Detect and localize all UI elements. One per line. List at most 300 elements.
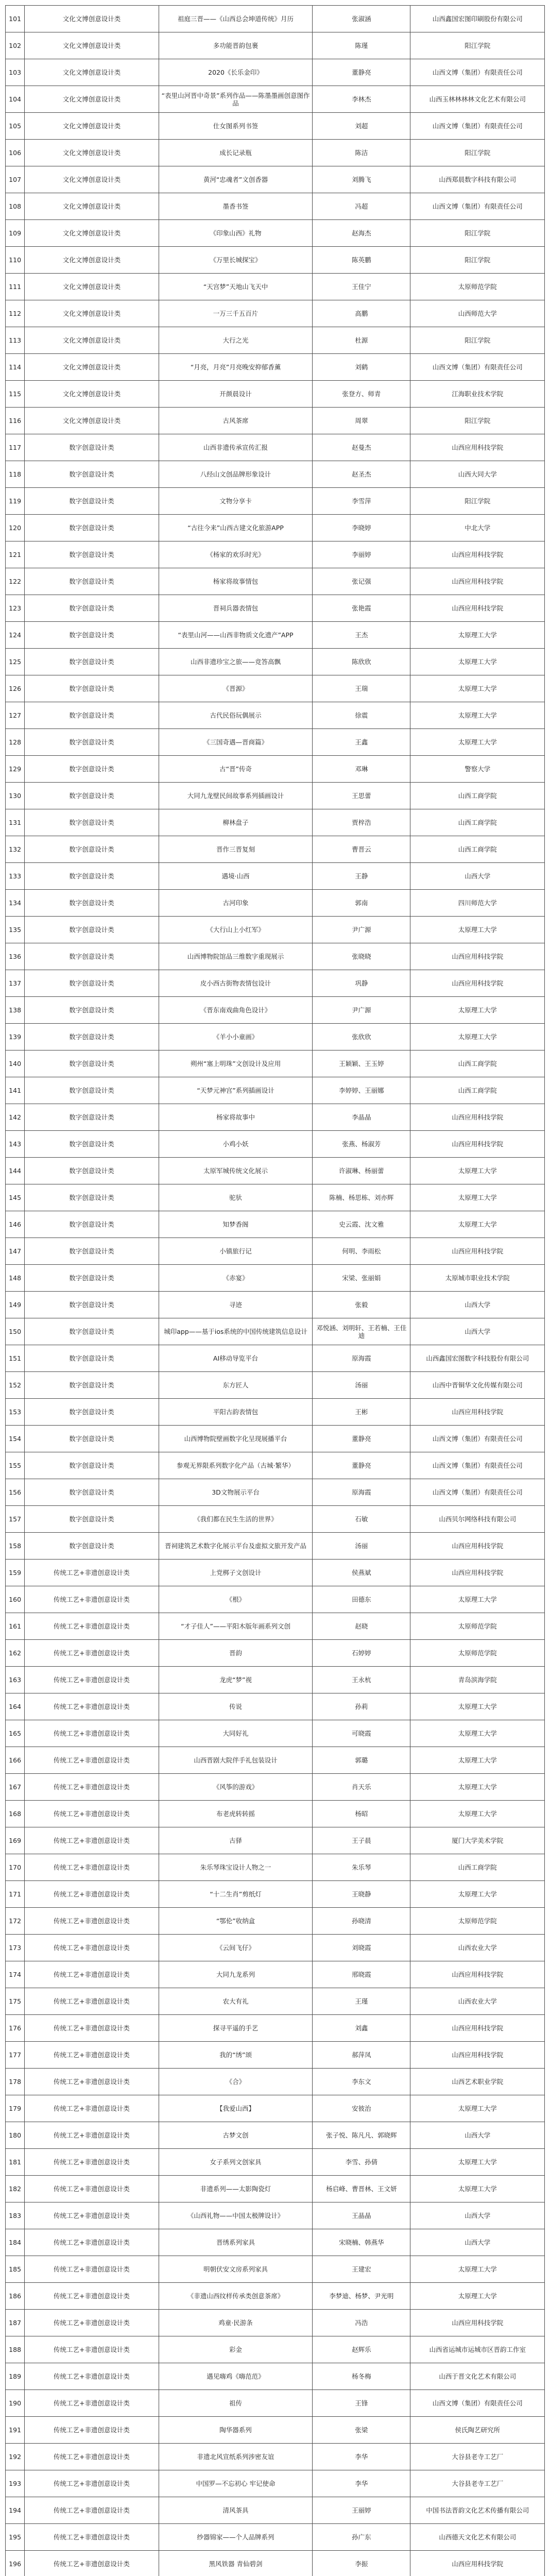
entry-category: 传统工艺+非遗创意设计类 (25, 2042, 159, 2069)
entry-organization: 山西农业大学 (410, 1988, 545, 2015)
entry-organization: 山西文博（集团）有限责任公司 (410, 354, 545, 381)
entry-category: 数字创意设计类 (25, 1238, 159, 1265)
entry-author: 肖天乐 (313, 1774, 410, 1801)
table-row (6, 836, 545, 863)
entry-organization: 山西大学 (410, 1292, 545, 1318)
entry-number: 128 (6, 729, 25, 756)
entry-organization: 太原理工大学 (410, 1801, 545, 1827)
entry-author: 张登方、师青 (313, 381, 410, 408)
entry-author: 朱乐琴 (313, 1854, 410, 1881)
table-row (6, 622, 545, 649)
entry-organization: 太原理工大学 (410, 1184, 545, 1211)
entry-title: 《三国奇遇—晋商篇》 (159, 729, 313, 756)
entry-number: 156 (6, 1479, 25, 1506)
entry-author: 王建宏 (313, 2256, 410, 2283)
entry-organization: 山西德天文化艺术有限公司 (410, 2524, 545, 2551)
table-row (6, 541, 545, 568)
entry-number: 184 (6, 2229, 25, 2256)
entry-author: 张晓晓 (313, 943, 410, 970)
entry-number: 129 (6, 756, 25, 783)
entry-title: 参观无界限系列数字化产品（古城·繁华） (159, 1452, 313, 1479)
table-row (6, 1050, 545, 1077)
entry-number: 178 (6, 2069, 25, 2095)
entry-number: 144 (6, 1158, 25, 1184)
entry-category: 传统工艺+非遗创意设计类 (25, 2149, 159, 2176)
table-row (6, 783, 545, 809)
entry-number: 155 (6, 1452, 25, 1479)
entry-category: 文化文博创意设计类 (25, 408, 159, 434)
entry-author: 张艳霞 (313, 595, 410, 622)
entry-number: 168 (6, 1801, 25, 1827)
entry-title: 非遗系列——太影陶瓷灯 (159, 2176, 313, 2202)
entry-category: 数字创意设计类 (25, 1104, 159, 1131)
entry-number: 165 (6, 1720, 25, 1747)
entry-title: 黑风铁器 青仙碧剑 (159, 2551, 313, 2576)
entry-number: 169 (6, 1827, 25, 1854)
entry-number: 105 (6, 113, 25, 140)
table-row (6, 863, 545, 890)
entry-category: 数字创意设计类 (25, 729, 159, 756)
entry-title: 寻迹 (159, 1292, 313, 1318)
entry-organization: 太原理工大学 (410, 1586, 545, 1613)
table-row (6, 1265, 545, 1292)
entry-title: 大行之光 (159, 327, 313, 354)
entry-category: 数字创意设计类 (25, 970, 159, 997)
entry-number: 179 (6, 2095, 25, 2122)
entry-category: 传统工艺+非遗创意设计类 (25, 2336, 159, 2363)
entry-category: 文化文博创意设计类 (25, 300, 159, 327)
entry-author: 王瑾 (313, 1988, 410, 2015)
entry-author: 王永杭 (313, 1667, 410, 1693)
entry-organization: 山西玉林林林林文化艺术有限公司 (410, 86, 545, 113)
entry-organization: 山西大同大学 (410, 461, 545, 488)
entry-title: “表里山河晋中奇景”系列作品——陈墨墨画创意图作品 (159, 86, 313, 113)
entry-number: 159 (6, 1560, 25, 1586)
entry-organization: 山西应用科技学院 (410, 1961, 545, 1988)
entry-author: 郭璐 (313, 1747, 410, 1774)
table-row (6, 917, 545, 943)
entry-title: 《我们都在民生生活的世界》 (159, 1506, 313, 1533)
entry-organization: 太原师范学院 (410, 1613, 545, 1640)
table-row (6, 1640, 545, 1667)
entry-category: 数字创意设计类 (25, 622, 159, 649)
entry-author: 陈欣欣 (313, 649, 410, 675)
entry-organization: 太原理工大学 (410, 675, 545, 702)
entry-category: 数字创意设计类 (25, 675, 159, 702)
entry-number: 106 (6, 140, 25, 166)
entry-organization: 太原理工大学 (410, 1774, 545, 1801)
entry-category: 数字创意设计类 (25, 595, 159, 622)
entry-organization: 山西艺术职业学院 (410, 2069, 545, 2095)
table-row (6, 354, 545, 381)
entry-title: 《晋源》 (159, 675, 313, 702)
entry-organization: 青岛滨海学院 (410, 1667, 545, 1693)
entry-title: 农大有礼 (159, 1988, 313, 2015)
entry-author: 王锋 (313, 2390, 410, 2417)
entry-organization: 山西大学 (410, 2122, 545, 2149)
entry-title: 小鸡小妖 (159, 1131, 313, 1158)
entry-title: 《杨家的欢乐时光》 (159, 541, 313, 568)
entry-organization: 阳江学院 (410, 488, 545, 515)
entry-author: 赵圣杰 (313, 461, 410, 488)
entry-category: 传统工艺+非遗创意设计类 (25, 1667, 159, 1693)
entry-organization: 山西郑晨数字科技有限公司 (410, 166, 545, 193)
entry-title: 平阳古韵表情包 (159, 1399, 313, 1426)
entry-author: 张梁 (313, 2417, 410, 2444)
entry-author: 杜源 (313, 327, 410, 354)
table-row (6, 2310, 545, 2336)
entry-title: 2020《长乐金印》 (159, 59, 313, 86)
entry-number: 173 (6, 1935, 25, 1961)
entry-category: 数字创意设计类 (25, 1131, 159, 1158)
table-row (6, 1506, 545, 1533)
entry-title: 八经山文创品牌形象设计 (159, 461, 313, 488)
entry-category: 数字创意设计类 (25, 1372, 159, 1399)
entry-category: 传统工艺+非遗创意设计类 (25, 2390, 159, 2417)
entry-author: 郝萍凤 (313, 2042, 410, 2069)
entry-organization: 太原师范学院 (410, 1640, 545, 1667)
table-row (6, 595, 545, 622)
entry-organization: 太原理工大学 (410, 1211, 545, 1238)
table-row (6, 381, 545, 408)
entry-organization: 太原理工大学 (410, 2283, 545, 2310)
entry-number: 154 (6, 1426, 25, 1452)
entry-category: 传统工艺+非遗创意设计类 (25, 2256, 159, 2283)
entry-number: 114 (6, 354, 25, 381)
entry-category: 数字创意设计类 (25, 1211, 159, 1238)
entry-author: 李雪、孙倩 (313, 2149, 410, 2176)
table-row (6, 890, 545, 917)
entry-number: 187 (6, 2310, 25, 2336)
entry-title: 开颜晨设计 (159, 381, 313, 408)
entry-organization: 山西鑫国宏图数字科技股份有限公司 (410, 1345, 545, 1372)
entry-number: 130 (6, 783, 25, 809)
entry-number: 160 (6, 1586, 25, 1613)
entry-organization: 太原师范学院 (410, 1908, 545, 1935)
entry-organization: 太原师范学院 (410, 274, 545, 300)
entry-number: 196 (6, 2551, 25, 2576)
table-row (6, 1854, 545, 1881)
entry-number: 161 (6, 1613, 25, 1640)
entry-title: 晋韵 (159, 1640, 313, 1667)
entry-category: 传统工艺+非遗创意设计类 (25, 1854, 159, 1881)
entry-category: 文化文博创意设计类 (25, 113, 159, 140)
entry-organization: 太原理工大学 (410, 1024, 545, 1050)
table-row (6, 1452, 545, 1479)
entry-number: 151 (6, 1345, 25, 1372)
entry-category: 数字创意设计类 (25, 1452, 159, 1479)
entry-number: 131 (6, 809, 25, 836)
entry-organization: 山西于晋文化艺术有限公司 (410, 2363, 545, 2390)
entry-author: 尹广源 (313, 917, 410, 943)
entry-number: 133 (6, 863, 25, 890)
entry-title: 《根》 (159, 1586, 313, 1613)
entry-organization: 厦门大学美术学院 (410, 1827, 545, 1854)
entry-category: 传统工艺+非遗创意设计类 (25, 1961, 159, 1988)
entry-number: 134 (6, 890, 25, 917)
entry-title: 知梦香阁 (159, 1211, 313, 1238)
entry-author: 张燕、杨淑芳 (313, 1131, 410, 1158)
entry-organization: 警察大学 (410, 756, 545, 783)
entry-category: 数字创意设计类 (25, 1024, 159, 1050)
entry-title: “月亮，月亮”月亮晚安抑郁香薰 (159, 354, 313, 381)
entry-number: 108 (6, 193, 25, 220)
table-row (6, 1131, 545, 1158)
entry-category: 传统工艺+非遗创意设计类 (25, 2444, 159, 2470)
entry-title: “十二生肖”剪纸灯 (159, 1881, 313, 1908)
entry-title: 中国罗—不忘初心 牢记使命 (159, 2470, 313, 2497)
entry-author: 可晓霞 (313, 1720, 410, 1747)
entry-number: 157 (6, 1506, 25, 1533)
entry-organization: 山西省运城市运城市区晋韵工作室 (410, 2336, 545, 2363)
table-row (6, 59, 545, 86)
entry-number: 177 (6, 2042, 25, 2069)
entry-organization: 山西农业大学 (410, 1935, 545, 1961)
entry-number: 192 (6, 2444, 25, 2470)
entry-category: 传统工艺+非遗创意设计类 (25, 1693, 159, 1720)
entry-category: 数字创意设计类 (25, 1292, 159, 1318)
entries-table (5, 5, 545, 2576)
table-row (6, 1613, 545, 1640)
entry-organization: 山西应用科技学院 (410, 1560, 545, 1586)
entry-category: 传统工艺+非遗创意设计类 (25, 2015, 159, 2042)
entry-number: 132 (6, 836, 25, 863)
entry-title: 《羊小小童画》 (159, 1024, 313, 1050)
entry-category: 数字创意设计类 (25, 1533, 159, 1560)
table-row (6, 193, 545, 220)
entry-number: 115 (6, 381, 25, 408)
entry-organization: 太原理工大学 (410, 2149, 545, 2176)
entry-category: 文化文博创意设计类 (25, 166, 159, 193)
entry-author: 张子悦、陈凡凡、郭晓辉 (313, 2122, 410, 2149)
entry-author: 原海霞 (313, 1479, 410, 1506)
entry-author: 曹晋云 (313, 836, 410, 863)
entry-author: 宋晓楠、韩燕华 (313, 2229, 410, 2256)
entry-title: “鄂伦”收纳盒 (159, 1908, 313, 1935)
entry-category: 传统工艺+非遗创意设计类 (25, 2551, 159, 2576)
table-row (6, 300, 545, 327)
entry-number: 127 (6, 702, 25, 729)
entry-author: 李婷婷、王丽娜 (313, 1077, 410, 1104)
entry-author: 王颖颖、王玉婷 (313, 1050, 410, 1077)
entry-number: 137 (6, 970, 25, 997)
entry-category: 文化文博创意设计类 (25, 327, 159, 354)
table-row (6, 140, 545, 166)
entry-category: 传统工艺+非遗创意设计类 (25, 1774, 159, 1801)
entry-title: 山西晋剧大院伴手礼包装设计 (159, 1747, 313, 1774)
entry-author: 许淑琳、杨丽蕾 (313, 1158, 410, 1184)
entry-category: 文化文博创意设计类 (25, 6, 159, 32)
entry-author: 冯浩 (313, 2310, 410, 2336)
entry-title: “天宫梦”天地山飞天中 (159, 274, 313, 300)
entry-organization: 山西文博（集团）有限责任公司 (410, 2390, 545, 2417)
entry-title: 祖传 (159, 2390, 313, 2417)
table-row (6, 2470, 545, 2497)
entry-category: 传统工艺+非遗创意设计类 (25, 2202, 159, 2229)
entry-number: 153 (6, 1399, 25, 1426)
entry-number: 149 (6, 1292, 25, 1318)
entry-title: 山西博物院壁画数字化呈现展播平台 (159, 1426, 313, 1452)
table-row (6, 1318, 545, 1345)
entry-author: 巩静 (313, 970, 410, 997)
entry-title: 古驿 (159, 1827, 313, 1854)
entry-number: 190 (6, 2390, 25, 2417)
entry-category: 传统工艺+非遗创意设计类 (25, 1613, 159, 1640)
entry-title: 杨家将故事情包 (159, 568, 313, 595)
table-row (6, 408, 545, 434)
entry-category: 传统工艺+非遗创意设计类 (25, 2176, 159, 2202)
entry-organization: 太原城市职业技术学院 (410, 1265, 545, 1292)
entry-number: 186 (6, 2283, 25, 2310)
table-row (6, 1560, 545, 1586)
entry-organization: 山西文博（集团）有限责任公司 (410, 1426, 545, 1452)
entry-organization: 山西应用科技学院 (410, 1533, 545, 1560)
entry-title: “古往今来”山西古建文化旅游APP (159, 515, 313, 541)
entry-organization: 山西应用科技学院 (410, 434, 545, 461)
table-row (6, 2149, 545, 2176)
table-row (6, 1292, 545, 1318)
entry-title: 龙虎“梦”视 (159, 1667, 313, 1693)
entry-category: 数字创意设计类 (25, 649, 159, 675)
table-row (6, 1586, 545, 1613)
entry-author: 石敏 (313, 1506, 410, 1533)
entry-organization: 山西鑫国宏图印刷股份有限公司 (410, 6, 545, 32)
table-row (6, 1184, 545, 1211)
table-row (6, 1077, 545, 1104)
entry-title: 古河印象 (159, 890, 313, 917)
table-row (6, 2390, 545, 2417)
entry-number: 123 (6, 595, 25, 622)
entry-author: 李晓婷 (313, 515, 410, 541)
entry-organization: 山西应用科技学院 (410, 943, 545, 970)
entry-organization: 大谷县老寺工艺厂 (410, 2470, 545, 2497)
entry-category: 数字创意设计类 (25, 1345, 159, 1372)
table-row (6, 2283, 545, 2310)
entry-category: 文化文博创意设计类 (25, 193, 159, 220)
entry-title: 我的“绣”颂 (159, 2042, 313, 2069)
entry-number: 126 (6, 675, 25, 702)
entry-category: 文化文博创意设计类 (25, 381, 159, 408)
entry-title: 仕女图系列书签 (159, 113, 313, 140)
entry-number: 112 (6, 300, 25, 327)
table-row (6, 6, 545, 32)
entry-number: 101 (6, 6, 25, 32)
entry-author: 陈楠、杨思栋、刘亦辉 (313, 1184, 410, 1211)
entry-author: 刘鹤 (313, 354, 410, 381)
entry-number: 104 (6, 86, 25, 113)
entry-category: 传统工艺+非遗创意设计类 (25, 2470, 159, 2497)
entry-author: 王子晨 (313, 1827, 410, 1854)
table-row (6, 1238, 545, 1265)
entry-category: 传统工艺+非遗创意设计类 (25, 2095, 159, 2122)
entry-author: 刘腾飞 (313, 166, 410, 193)
table-row (6, 649, 545, 675)
entry-number: 162 (6, 1640, 25, 1667)
entry-number: 102 (6, 32, 25, 59)
table-row (6, 220, 545, 247)
table-row (6, 2042, 545, 2069)
entry-organization: 山西工商学院 (410, 1077, 545, 1104)
entry-number: 122 (6, 568, 25, 595)
entry-title: 小镇旅行记 (159, 1238, 313, 1265)
entry-author: 杨昭 (313, 1801, 410, 1827)
table-row (6, 1693, 545, 1720)
entry-organization: 太原理工大学 (410, 2095, 545, 2122)
entry-category: 数字创意设计类 (25, 1050, 159, 1077)
entry-title: 古代民俗玩偶展示 (159, 702, 313, 729)
entry-number: 193 (6, 2470, 25, 2497)
entry-category: 传统工艺+非遗创意设计类 (25, 1586, 159, 1613)
entry-organization: 山西工商学院 (410, 1050, 545, 1077)
entry-category: 传统工艺+非遗创意设计类 (25, 1881, 159, 1908)
entry-author: 杨启峰、曹晋林、王文妍 (313, 2176, 410, 2202)
table-row (6, 2444, 545, 2470)
entry-organization: 阳江学院 (410, 220, 545, 247)
entry-author: 董静亮 (313, 1452, 410, 1479)
entry-category: 传统工艺+非遗创意设计类 (25, 2497, 159, 2524)
entry-author: 汤丽 (313, 1372, 410, 1399)
entry-category: 数字创意设计类 (25, 1426, 159, 1452)
entry-number: 145 (6, 1184, 25, 1211)
entry-author: 王彬 (313, 1399, 410, 1426)
entry-author: 李雪萍 (313, 488, 410, 515)
entry-title: “才子佳人”——平阳木版年画系列文创 (159, 1613, 313, 1640)
table-row (6, 1479, 545, 1506)
table-row (6, 2015, 545, 2042)
entry-category: 数字创意设计类 (25, 890, 159, 917)
entry-title: 《合》 (159, 2069, 313, 2095)
table-row (6, 1935, 545, 1961)
entry-author: 贾梓浩 (313, 809, 410, 836)
table-row (6, 2095, 545, 2122)
entry-number: 194 (6, 2497, 25, 2524)
entry-author: 刘晓霞 (313, 1935, 410, 1961)
table-row (6, 702, 545, 729)
entry-title: “天梦元神宫”系列插画设计 (159, 1077, 313, 1104)
table-row (6, 461, 545, 488)
entry-title: 杨家将故事中 (159, 1104, 313, 1131)
entry-author: 周翠 (313, 408, 410, 434)
entry-author: 王杰 (313, 622, 410, 649)
entry-category: 传统工艺+非遗创意设计类 (25, 1935, 159, 1961)
entry-organization: 山西中晋铜华文化传媒有限公司 (410, 1372, 545, 1399)
entry-number: 143 (6, 1131, 25, 1158)
entry-number: 124 (6, 622, 25, 649)
entry-number: 109 (6, 220, 25, 247)
entry-title: “表里山河——山西非物质文化遗产”APP (159, 622, 313, 649)
award-list-page (5, 5, 545, 2576)
entry-title: 《非遗山西纹样传承类创意茶席》 (159, 2283, 313, 2310)
entry-title: 《大行山上小红军》 (159, 917, 313, 943)
entry-number: 116 (6, 408, 25, 434)
table-row (6, 2336, 545, 2363)
table-row (6, 2497, 545, 2524)
entry-category: 传统工艺+非遗创意设计类 (25, 2229, 159, 2256)
entry-organization: 山西应用科技学院 (410, 2310, 545, 2336)
entry-category: 数字创意设计类 (25, 1077, 159, 1104)
entry-organization: 山西工商学院 (410, 836, 545, 863)
entry-author: 孙莉 (313, 1693, 410, 1720)
entry-category: 数字创意设计类 (25, 434, 159, 461)
entry-number: 135 (6, 917, 25, 943)
entry-title: 《万里长城探宝》 (159, 247, 313, 274)
entry-author: 李梦迪、杨梦、尹光明 (313, 2283, 410, 2310)
entry-title: 传说 (159, 1693, 313, 1720)
table-row (6, 2551, 545, 2576)
entry-number: 139 (6, 1024, 25, 1050)
entry-organization: 江海职业技术学院 (410, 381, 545, 408)
entry-title: 古“晋”传奇 (159, 756, 313, 783)
